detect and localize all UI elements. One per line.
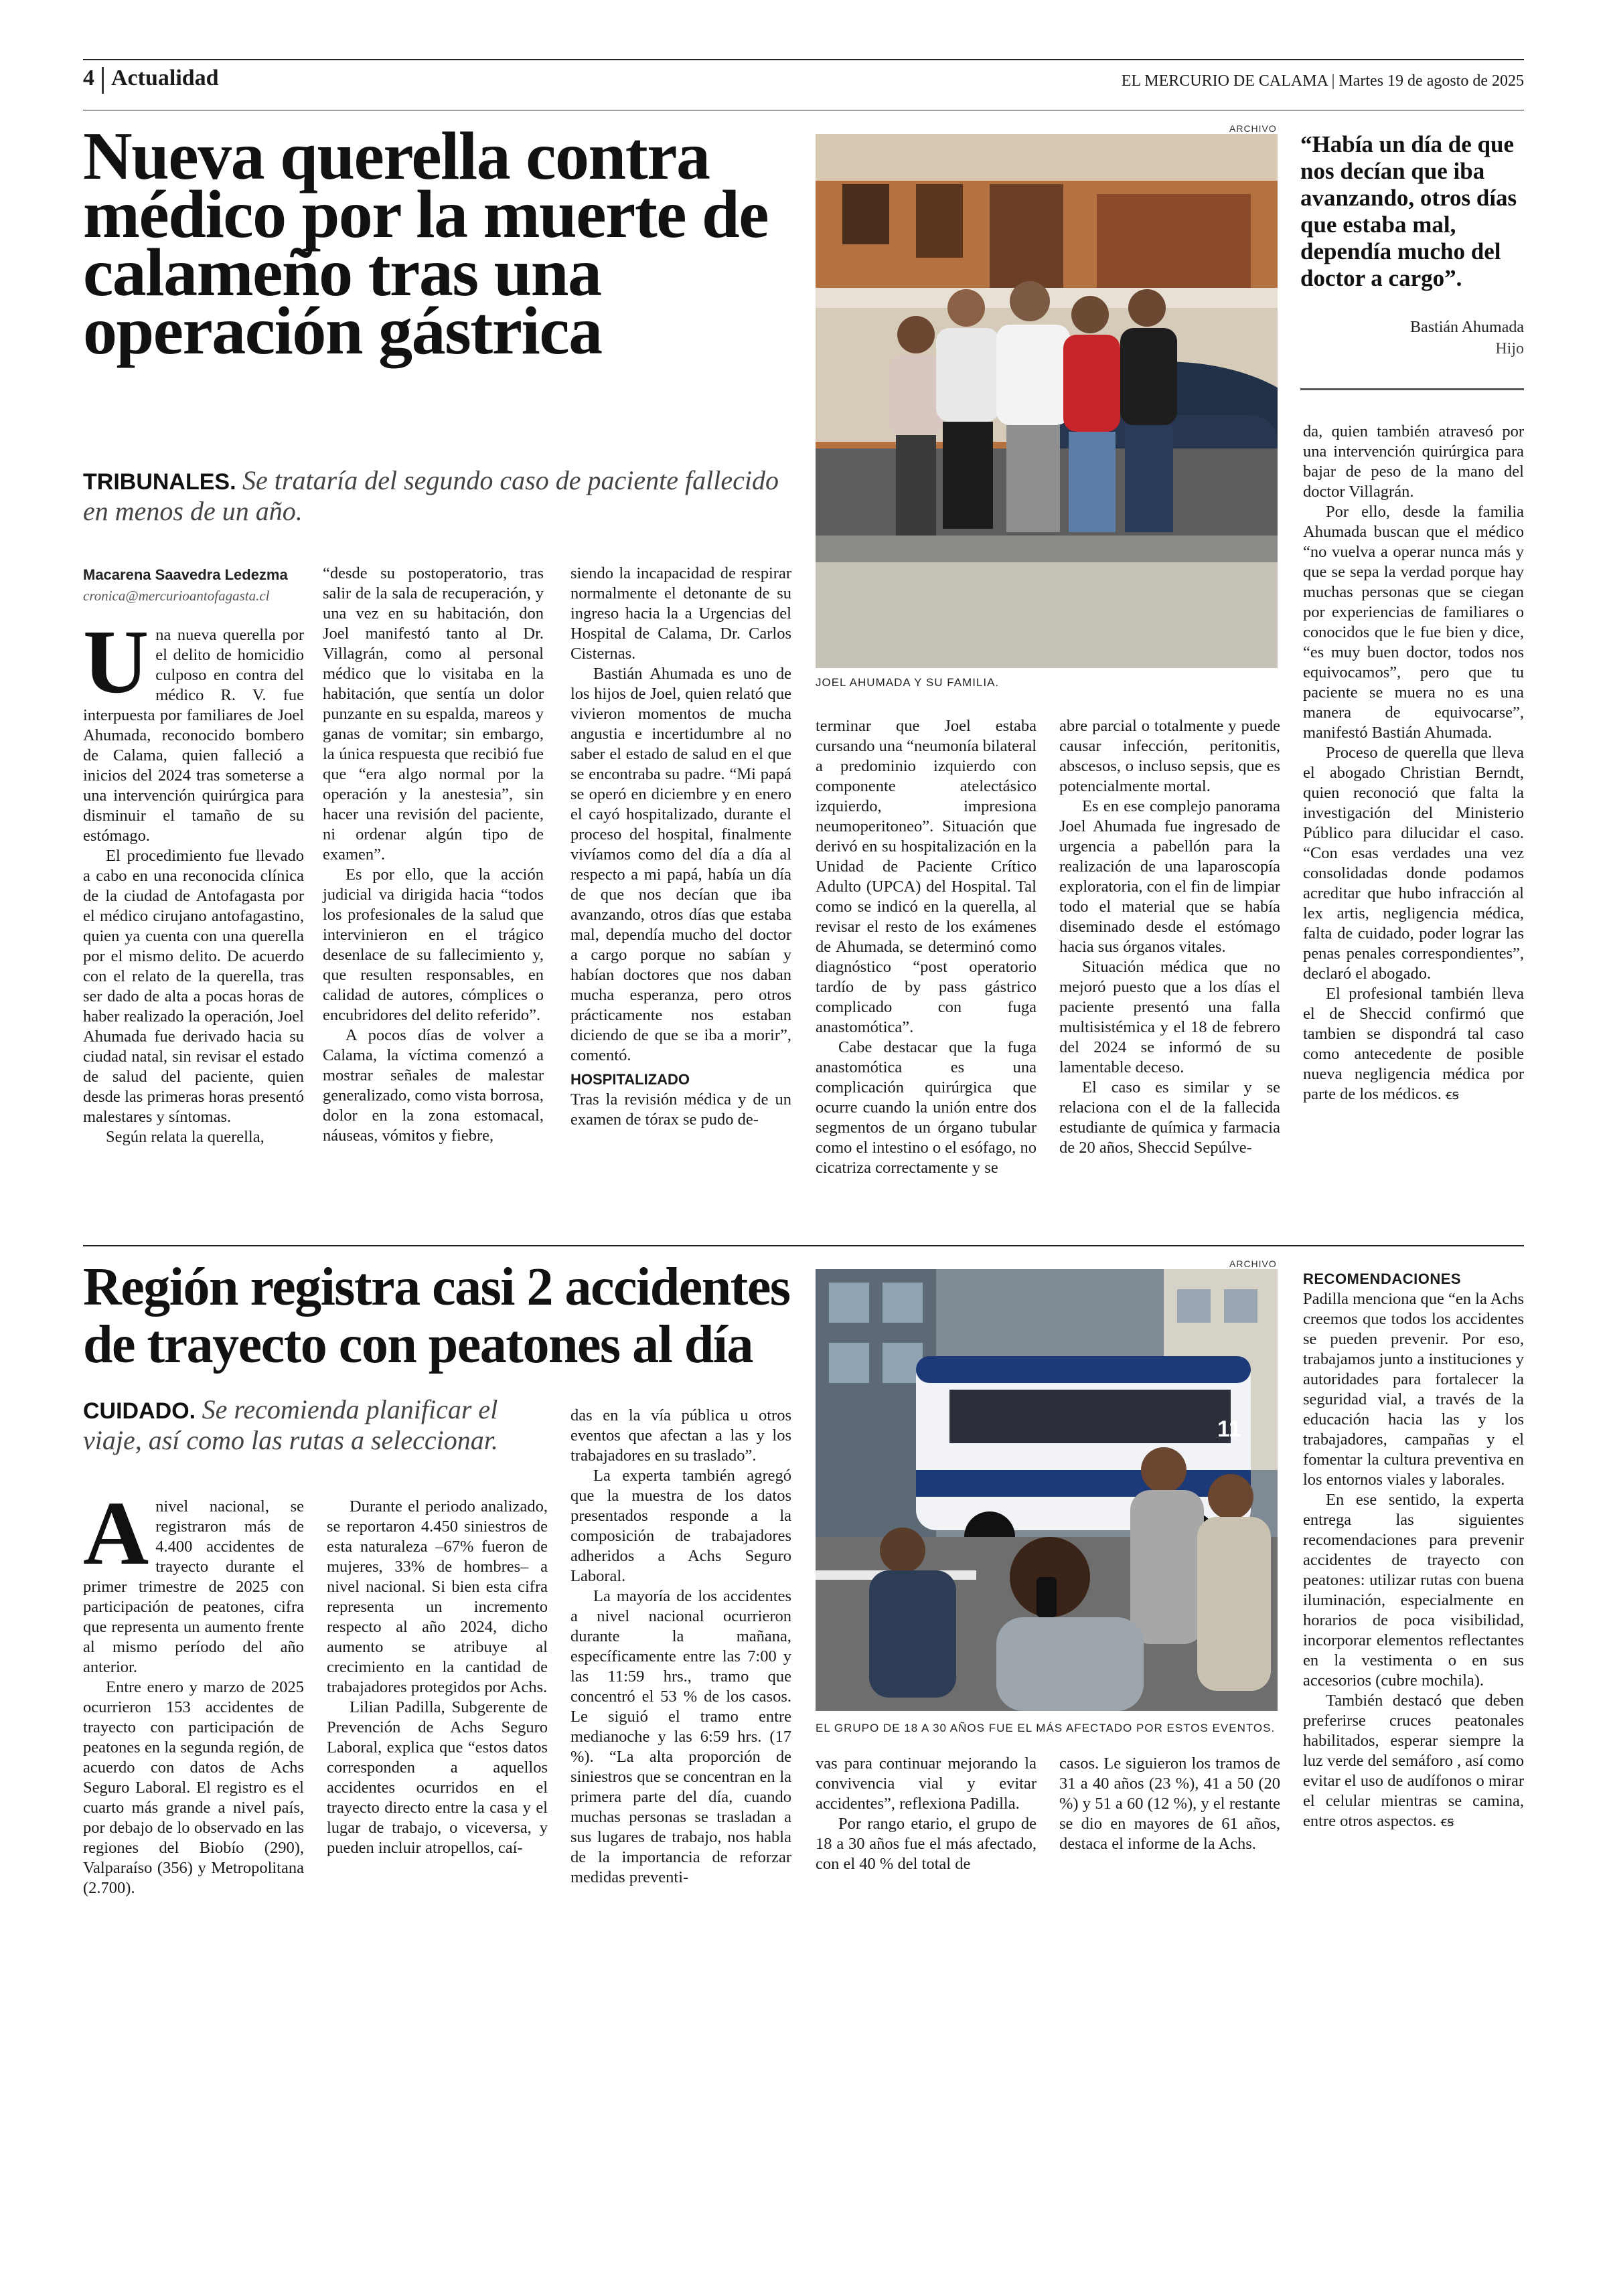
article2-last-paragraph: También destacó que deben preferirse cruces peatonales habilitados, esperar siempre la luz verde del semáforo , así como evitar el uso de audífonos o mirar el celular mientras se camina, entre otros aspectos. — [1303, 1692, 1524, 1830]
article1-paragraph: Por ello, desde la familia Ahumada buscan que el médico “no vuelva a operar nunca más y que se sepa la verdad porque hay muchas personas que se ciegan por experiencias de familiares o conocidos que le fue bien y dice, “es muy buen doctor, todos nos equivocamos”, pero que tu paciente se muera no es una manera de equivocarse”, manifestó Bastián Ahumada. — [1303, 503, 1524, 742]
issue-date: Martes 19 de agosto de 2025 — [1338, 72, 1524, 90]
article2-paragraph: nivel nacional, se registraron más de 4.400 accidentes de trayecto durante el primer trimestre de 2025 con participación de peatones, cifra que representa un aumento frente al mismo período del año anterior. — [83, 1497, 304, 1676]
article1-paragraph: “desde su postoperatorio, tras salir de la sala de recuperación, y una vez en su habitación, don Joel manifestó tanto al Dr. Villagrán, como al personal médico que lo visitaba en la habitación, que sentía un dolor punzante en su espalda, mareos y ganas de vomitar; sin embargo, la única respuesta que recibió fue que “era algo normal por la operación y la anestesia”, sin hacer una revisión del paciente, ni ordenar algún tipo de examen”. — [323, 564, 544, 864]
bus-route-number: 11 — [1217, 1416, 1241, 1442]
recommendations-heading: RECOMENDACIONES — [1303, 1270, 1462, 1287]
header-separator — [102, 67, 104, 94]
article1-column-5 — [1059, 716, 1280, 1238]
end-mark-icon: ꞓꞩ — [1440, 1813, 1454, 1829]
end-mark-icon: ꞓꞩ — [1445, 1086, 1459, 1102]
article2-paragraph: La mayoría de los accidentes a nivel nacional ocurrieron durante la mañana, específicamente entre las 7:00 y las 11:59 hrs., tramo que concentró el 53 % de los casos. Le siguió el tramo entre medianoche y las 6:59 hrs. (17 %). “La alta proporción de siniestros que se concentran en la primera parte del día, cuando muchas personas se trasladan a sus lugares de trabajo, nos habla de la importancia de reforzar medidas preventi- — [570, 1587, 791, 1886]
article1-column-1 — [83, 612, 304, 1241]
newspaper-dateline — [1122, 72, 1524, 90]
article2-column-5 — [1059, 1754, 1280, 1914]
dateline-separator: | — [1331, 72, 1339, 90]
article2-kicker — [83, 1395, 552, 1457]
article1-paragraph: Bastián Ahumada es uno de los hijos de Joel, quien relató que vivieron momentos de mucha angustia e incertidumbre al no saber el estado de salud en el que se encontraba su padre. “Mi papá se operó en diciembre y en enero el cayó hospitalizado, durante el proceso del hospital, finalmente vivíamos como del día a día al respecto a mi papá, había un día de que nos decían que iba avanzando, otros días que estaba mal, dependía mucho del doctor a cargo porque no sabían y habían doctores que nos daban mucha esperanza, pero otros prácticamente nos estaban diciendo de que se iba a morir”, comentó. — [570, 665, 791, 1064]
street-bus-photo-illustration — [816, 1269, 1278, 1711]
article2-column-3 — [570, 1406, 791, 1914]
article1-paragraph: na nueva querella por el delito de homicidio culposo en contra del médico R. V. fue interpuesta por familiares de Joel Ahumada, reconocido bombero de Calama, quien falleció a inicios del 2024 tras someterse a una intervención quirúrgica para disminuir el tamaño de su estómago. — [83, 626, 304, 845]
article1-column-3 — [570, 564, 791, 1240]
article2-photo — [816, 1269, 1278, 1711]
article2-paragraph: En ese sentido, la experta entrega las siguientes recomendaciones para prevenir accidentes de trayecto con peatones: utilizar rutas con buena iluminación, especialmente en horarios de poca visibilidad, incorporar elementos reflectantes en la vestimenta o en sus accesorios (cubre mochila). — [1303, 1491, 1524, 1690]
article1-paragraph: terminar que Joel estaba cursando una “neumonía bilateral a predominio izquierdo con componente atelectásico izquierdo, impresiona neumoperitoneo”. Situación que derivó en su hospitalización en la Unidad de Paciente Crítico Adulto (UPCA) del Hospital. Tal como se indicó en la querella, al revisar el resto de los exámenes de Ahumada, se determinó como diagnóstico “post operatorio tardío de by pass gástrico complicado con fuga anastomótica”. — [816, 717, 1037, 1036]
article1-headline: Nueva querella contra médico por la muerte de calameño tras una operación gástrica — [83, 118, 769, 369]
article1-email: cronica@mercurioantofagasta.cl — [83, 588, 270, 604]
article2-paragraph: casos. Le siguieron los tramos de 31 a 40 años (23 %), 41 a 50 (20 %) y 51 a 60 (12 %), y el restante se dio en mayores de 61 años, destaca el informe de la Achs. — [1059, 1754, 1280, 1853]
article2-column-2 — [327, 1497, 548, 1912]
article1-column-4 — [816, 716, 1037, 1238]
article1-paragraph: El caso es similar y se relaciona con el de la fallecida estudiante de química y farmacia de 20 años, Sheccid Sepúlve- — [1059, 1078, 1280, 1157]
article1-photo — [816, 134, 1278, 668]
article1-paragraph: siendo la incapacidad de respirar normalmente el detonante de su ingreso hacia la a Urgencias del Hospital de Calama, Dr. Carlos Cisternas. — [570, 564, 791, 663]
article1-paragraph: Cabe destacar que la fuga anastomótica es una complicación quirúrgica que ocurre cuando la unión entre dos segmentos de un órgano tubular como el intestino o el esófago, no cicatriza correctamente y se — [816, 1038, 1037, 1177]
article2-paragraph: Lilian Padilla, Subgerente de Prevención de Achs Seguro Laboral, explica que “estos datos corresponden a aquellos accidentes ocurridos en el trayecto directo entre la casa y el lugar de trabajo, o viceversa, y pueden incluir atropellos, caí- — [327, 1698, 548, 1857]
article1-author: Macarena Saavedra Ledezma — [83, 566, 288, 583]
article1-column-6 — [1303, 422, 1524, 1238]
article2-paragraph: La experta también agregó que la muestra de los datos presentados responde a la composición de trabajadores adheridos a Achs Seguro Laboral. — [570, 1467, 791, 1585]
article1-paragraph: Situación médica que no mejoró puesto que a los días el paciente presentó una falla multisistémica y el 18 de febrero del 2024 se informó de su lamentable deceso. — [1059, 958, 1280, 1076]
article1-kicker — [83, 466, 793, 527]
article2-photo-caption: EL GRUPO DE 18 A 30 AÑOS FUE EL MÁS AFECTADO POR ESTOS EVENTOS. — [816, 1722, 1276, 1734]
article1-paragraph: da, quien también atravesó por una intervención quirúrgica para bajar de peso de la mano del doctor Villagrán. — [1303, 422, 1524, 501]
pull-quote: “Había un día de que nos decían que iba avanzando, otros días que estaba mal, dependía mucho del doctor a cargo”. — [1300, 131, 1517, 291]
article2-dropcap: A — [83, 1483, 149, 1584]
article2-photo-credit: ARCHIVO — [1229, 1258, 1277, 1269]
article1-paragraph: abre parcial o totalmente y puede causar infección, peritonitis, abscesos, o incluso sepsis, que es potencialmente mortal. — [1059, 717, 1280, 795]
article1-subhead: HOSPITALIZADO — [570, 1071, 690, 1088]
article1-paragraph: Proceso de querella que lleva el abogado Christian Berndt, quien reconoció que falta la investigación del Ministerio Público para dilucidar el caso. “Con esas verdades una vez consolidadas donde podamos acreditar que hubo infracción al lex artis, negligencia médica, falta de cuidado, poder lograr las penas penales correspondientes”, declaró el abogado. — [1303, 744, 1524, 983]
article2-kicker-text: Se recomienda planificar el viaje, así como las rutas a seleccionar. — [83, 1394, 498, 1455]
pull-quote-author: Bastián Ahumada — [1410, 319, 1524, 336]
article2-paragraph: vas para continuar mejorando la convivencia vial y evitar accidentes”, reflexiona Padilla. — [816, 1754, 1037, 1813]
article1-kicker-label: TRIBUNALES. — [83, 469, 236, 495]
article1-paragraph — [1303, 984, 1524, 1104]
article2-kicker-label: CUIDADO. — [83, 1398, 196, 1424]
article-divider — [83, 1245, 1524, 1246]
page-number: 4 — [83, 66, 94, 90]
pull-quote-role: Hijo — [1495, 340, 1524, 357]
article1-column-2 — [323, 564, 544, 1240]
article2-column-6 — [1303, 1269, 1524, 1912]
article1-photo-credit: ARCHIVO — [1229, 123, 1277, 134]
article2-column-4 — [816, 1754, 1037, 1914]
article1-paragraph: Es por ello, que la acción judicial va dirigida hacia “todos los profesionales de la salud que intervinieron en el trágico desenlace de su fallecimiento y, que resulten responsables, en calidad de autores, cómplices o encubridores del delito referido”. — [323, 866, 544, 1024]
article2-paragraph: Entre enero y marzo de 2025 ocurrieron 153 accidentes de trayecto con participación de peatones en la segunda región, de acuerdo con datos de Achs Seguro Laboral. El registro es el cuarto más grande a nivel país, por debajo de lo observado en las regiones del Biobío (290), Valparaíso (356) y Metropolitana (2.700). — [83, 1678, 304, 1897]
newspaper-name: EL MERCURIO DE CALAMA — [1121, 72, 1328, 90]
article1-kicker-text: Se trataría del segundo caso de paciente fallecido en menos de un año. — [83, 465, 779, 526]
article1-paragraph: A pocos días de volver a Calama, la víctima comenzó a mostrar señales de malestar generalizado, como vista borrosa, dolor en la zona estomacal, náuseas, vómitos y fiebre, — [323, 1026, 544, 1145]
article2-column-1 — [83, 1483, 304, 1912]
article1-paragraph: El procedimiento fue llevado a cabo en una reconocida clínica de la ciudad de Antofagasta por el médico cirujano antofagastino, quien ya cuenta con una querella por el mismo delito. De acuerdo con el relato de la querella, tras ser dado de alta a pocas horas de haber realizado la operación, Joel Ahumada fue derivado hacia su ciudad natal, sin revisar el estado de salud del paciente, quien desde las primeras horas presentó malestares y síntomas. — [83, 847, 304, 1126]
article1-paragraph: Tras la revisión médica y de un examen de tórax se pudo de- — [570, 1090, 791, 1129]
article2-paragraph: Por rango etario, el grupo de 18 a 30 años fue el más afectado, con el 40 % del total de — [816, 1815, 1037, 1873]
article2-paragraph: Durante el periodo analizado, se reportaron 4.450 siniestros de esta naturaleza –67% fueron de mujeres, 33% de hombres– a nivel nacional. Si bien esta cifra representa un incremento respecto al año 2024, dicho aumento se atribuye al crecimiento en la cantidad de trabajadores protegidos por Achs. — [327, 1497, 548, 1696]
top-rule — [83, 59, 1524, 60]
article2-paragraph — [1303, 1691, 1524, 1831]
section-name: Actualidad — [111, 66, 219, 90]
family-photo-illustration — [816, 134, 1278, 668]
article2-paragraph: Padilla menciona que “en la Achs creemos que todos los accidentes se pueden prevenir. Por eso, trabajamos junto a instituciones y autoridades para fortalecer la seguridad vial, a través de la educación hacia las y los trabajadores, campañas y el fomentar la cultura preventiva en los entornos viales y laborales. — [1303, 1290, 1524, 1489]
article1-paragraph: Es en ese complejo panorama Joel Ahumada fue ingresado de urgencia a pabellón para la realización de una laparoscopía exploratoria, con el fin de limpiar todo el material que se había diseminado desde el estómago hacia sus órganos vitales. — [1059, 797, 1280, 956]
pull-quote-rule — [1300, 388, 1524, 390]
article1-photo-caption: JOEL AHUMADA Y SU FAMILIA. — [816, 676, 1000, 689]
article2-paragraph: das en la vía pública u otros eventos que afectan a las y los trabajadores en su traslado”. — [570, 1406, 791, 1465]
article2-headline: Región registra casi 2 accidentes de trayecto con peatones al día — [83, 1258, 790, 1374]
article1-last-paragraph: El profesional también lleva el de Sheccid confirmó que tambien se dispondrá tal caso como antecedente de posible nueva negligencia médica por parte de los médicos. — [1303, 985, 1524, 1103]
article1-paragraph: Según relata la querella, — [106, 1128, 264, 1146]
article1-dropcap: U — [83, 612, 149, 712]
